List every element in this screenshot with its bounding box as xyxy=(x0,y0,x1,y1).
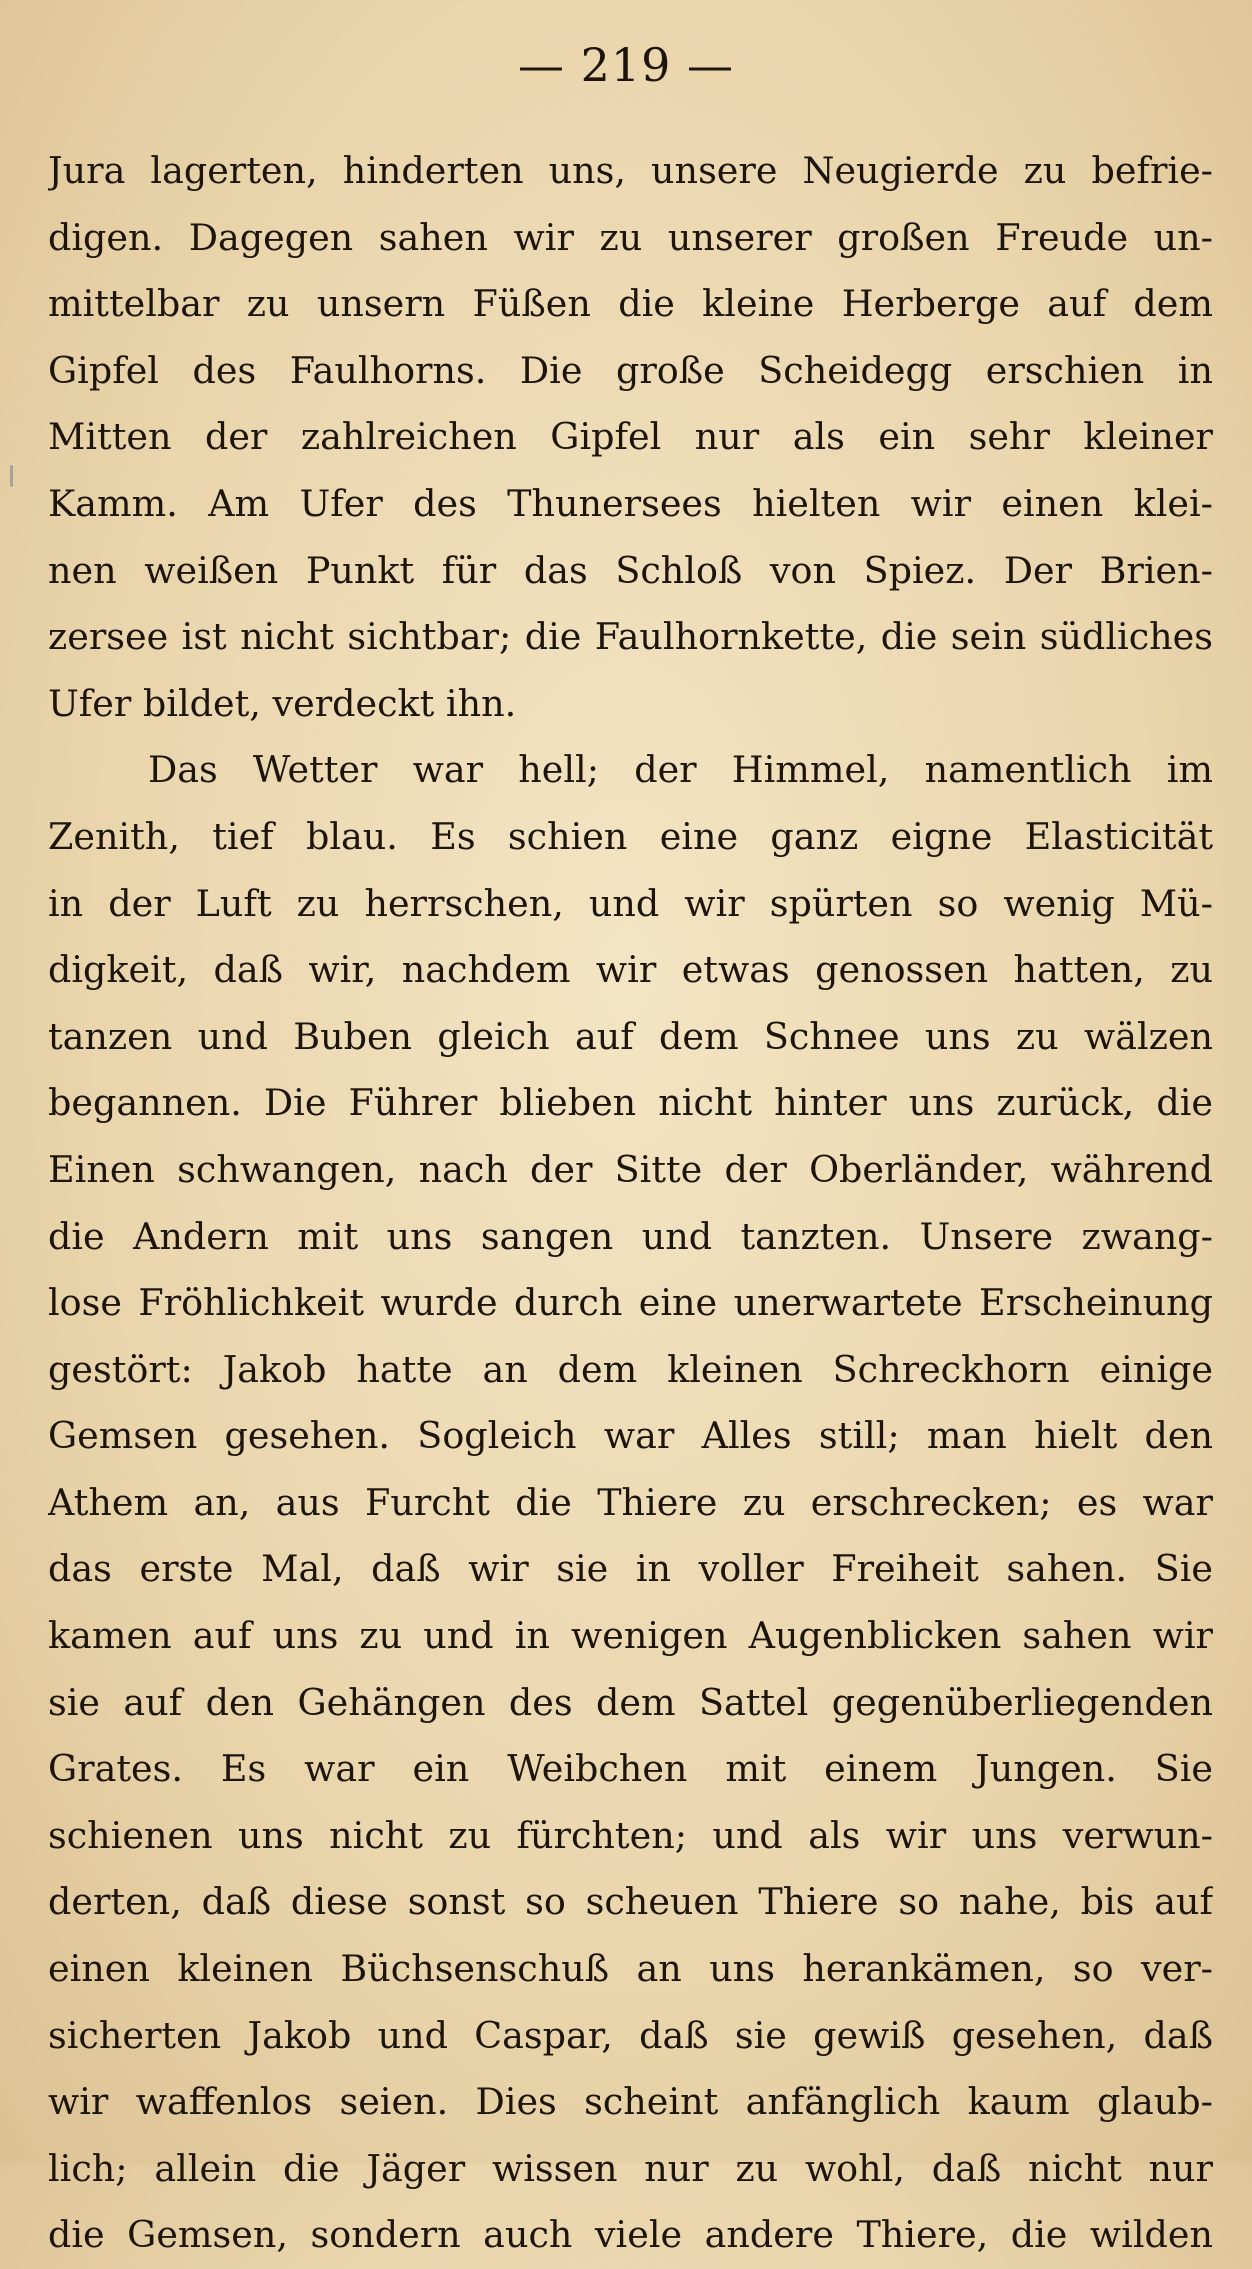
text-line: Gipfel des Faulhorns. Die große Scheidegg erschien in xyxy=(48,348,1213,392)
text-line: sicherten Jakob und Caspar, daß sie gewiß gesehen, daß xyxy=(48,2013,1213,2057)
text-line: Ufer bildet, verdeckt ihn. xyxy=(48,681,517,725)
text-line: lich; allein die Jäger wissen nur zu wohl, daß nicht nur xyxy=(48,2146,1213,2190)
text-line: Einen schwangen, nach der Sitte der Oberländer, während xyxy=(48,1147,1213,1191)
text-line: Mitten der zahlreichen Gipfel nur als ein sehr kleiner xyxy=(48,415,1213,459)
text-line: sie auf den Gehängen des dem Sattel gegenüberliegenden xyxy=(48,1680,1213,1724)
body-text xyxy=(48,138,1213,2269)
text-line: gestört: Jakob hatte an dem kleinen Schreckhorn einige xyxy=(48,1347,1213,1391)
paragraph-start-line: Das Wetter war hell; der Himmel, namentlich im xyxy=(148,748,1213,792)
text-line: tanzen und Buben gleich auf dem Schnee uns zu wälzen xyxy=(48,1014,1213,1058)
text-line: das erste Mal, daß wir sie in voller Freiheit sahen. Sie xyxy=(48,1547,1213,1591)
text-line: digkeit, daß wir, nachdem wir etwas genossen hatten, zu xyxy=(48,948,1213,992)
text-line: Gemsen gesehen. Sogleich war Alles still; man hielt den xyxy=(48,1414,1213,1458)
text-line: zersee ist nicht sichtbar; die Faulhornkette, die sein südliches xyxy=(48,615,1213,659)
page-number: — 219 — xyxy=(517,38,735,92)
text-line: kamen auf uns zu und in wenigen Augenblicken sahen wir xyxy=(48,1614,1213,1658)
text-line: Jura lagerten, hinderten uns, unsere Neugierde zu befrie- xyxy=(48,149,1213,192)
text-line: schienen uns nicht zu fürchten; und als wir uns verwun- xyxy=(48,1813,1213,1857)
text-line: begannen. Die Führer blieben nicht hinter uns zurück, die xyxy=(48,1081,1213,1125)
text-line: wir waffenlos seien. Dies scheint anfänglich kaum glaub- xyxy=(48,2080,1213,2124)
text-line: derten, daß diese sonst so scheuen Thiere so nahe, bis auf xyxy=(48,1880,1213,1924)
text-line: nen weißen Punkt für das Schloß von Spiez. Der Brien- xyxy=(48,548,1213,592)
text-line: Zenith, tief blau. Es schien eine ganz eigne Elasticität xyxy=(48,814,1213,858)
text-line: die Gemsen, sondern auch viele andere Thiere, die wilden xyxy=(48,2213,1213,2257)
text-line: Grates. Es war ein Weibchen mit einem Jungen. Sie xyxy=(48,1747,1213,1791)
margin-mark xyxy=(10,465,13,487)
text-line: Athem an, aus Furcht die Thiere zu erschrecken; es war xyxy=(48,1480,1213,1524)
text-line: die Andern mit uns sangen und tanzten. Unsere zwang- xyxy=(48,1214,1213,1258)
text-line: mittelbar zu unsern Füßen die kleine Herberge auf dem xyxy=(48,282,1213,326)
text-line: lose Fröhlichkeit wurde durch eine unerwartete Erscheinung xyxy=(48,1281,1213,1325)
text-line: digen. Dagegen sahen wir zu unserer großen Freude un- xyxy=(48,215,1213,259)
text-line: in der Luft zu herrschen, und wir spürten so wenig Mü- xyxy=(48,881,1213,925)
text-line: einen kleinen Büchsenschuß an uns herankämen, so ver- xyxy=(48,1947,1213,1991)
text-line: Kamm. Am Ufer des Thunersees hielten wir einen klei- xyxy=(48,481,1213,525)
